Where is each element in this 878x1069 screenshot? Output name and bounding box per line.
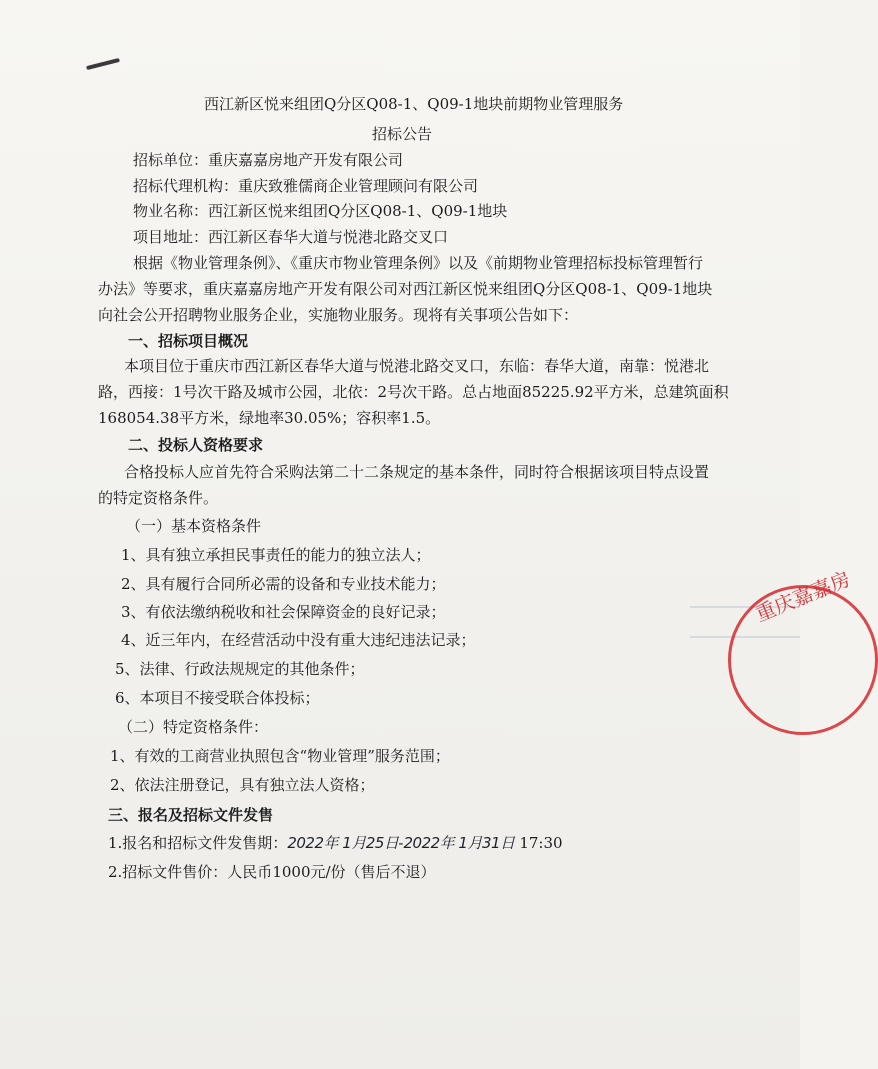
- tenderer-line: 招标单位：重庆嘉嘉房地产开发有限公司: [133, 151, 404, 169]
- section3-heading: 三、报名及招标文件发售: [108, 806, 274, 824]
- special-item-2: 2、依法注册登记，具有独立法人资格；: [110, 776, 375, 794]
- section1-line-1: 本项目位于重庆市西江新区春华大道与悦港北路交叉口，东临：春华大道，南靠：悦港北: [124, 357, 710, 375]
- address-line: 项目地址：西江新区春华大道与悦港北路交叉口: [133, 228, 449, 246]
- handwritten-start-date: 2022年 1月25日: [287, 834, 399, 852]
- agent-line: 招标代理机构：重庆致雅儒商企业管理顾问有限公司: [133, 177, 479, 195]
- sale-period-label: 1.报名和招标文件发售期：: [108, 834, 288, 852]
- section3-item-1: [108, 833, 563, 853]
- basic-heading: （一）基本资格条件: [126, 517, 262, 535]
- basic-item-3: 3、有依法缴纳税收和社会保障资金的良好记录；: [121, 603, 446, 621]
- handwritten-end-date: 2022年 1月31日: [403, 834, 515, 852]
- intro-line-1: 根据《物业管理条例》、《重庆市物业管理条例》以及《前期物业管理招标投标管理暂行: [133, 254, 704, 272]
- property-name-line: 物业名称：西江新区悦来组团Q分区Q08-1、Q09-1地块: [133, 202, 508, 220]
- basic-item-5: 5、法律、行政法规规定的其他条件；: [115, 660, 365, 678]
- basic-item-2: 2、具有履行合同所必需的设备和专业技术能力；: [121, 575, 446, 593]
- section1-heading: 一、招标项目概况: [128, 332, 249, 350]
- section1-line-3: 168054.38平方米，绿地率30.05%；容积率1.5。: [98, 409, 441, 427]
- title-line-2: 招标公告: [372, 125, 433, 143]
- special-heading: （二）特定资格条件：: [118, 718, 269, 736]
- sale-end-time: 17:30: [519, 834, 563, 852]
- basic-item-6: 6、本项目不接受联合体投标；: [115, 689, 320, 707]
- intro-line-2: 办法》等要求，重庆嘉嘉房地产开发有限公司对西江新区悦来组团Q分区Q08-1、Q09-1地块: [98, 280, 713, 298]
- section3-item-2: 2.招标文件售价：人民币1000元/份（售后不退）: [108, 863, 436, 881]
- date-dash: -: [398, 834, 404, 852]
- pen-mark: [86, 58, 120, 70]
- special-item-1: 1、有效的工商营业执照包含“物业管理”服务范围；: [110, 747, 450, 765]
- section2-line-1: 合格投标人应首先符合采购法第二十二条规定的基本条件，同时符合根据该项目特点设置: [124, 463, 710, 481]
- section1-line-2: 路，西接：1号次干路及城市公园，北依：2号次干路。总占地面85225.92平方米，总建筑面积: [98, 383, 729, 401]
- section2-line-2: 的特定资格条件。: [98, 489, 219, 507]
- basic-item-4: 4、近三年内，在经营活动中没有重大违纪违法记录；: [121, 631, 476, 649]
- title-line-1: 西江新区悦来组团Q分区Q08-1、Q09-1地块前期物业管理服务: [204, 95, 624, 113]
- seal-text: 重庆嘉嘉房: [752, 566, 854, 627]
- intro-line-3: 向社会公开招聘物业服务企业，实施物业服务。现将有关事项公告如下：: [98, 306, 579, 324]
- section2-heading: 二、投标人资格要求: [128, 436, 264, 454]
- basic-item-1: 1、具有独立承担民事责任的能力的独立法人；: [121, 546, 431, 564]
